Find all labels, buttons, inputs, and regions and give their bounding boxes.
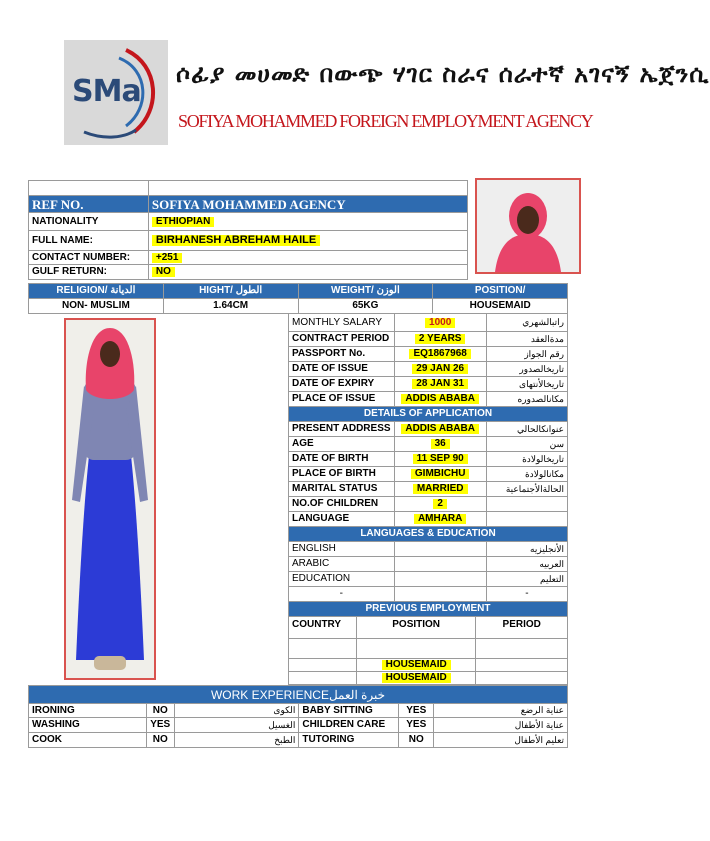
application-value: AMHARA	[414, 514, 466, 524]
skill-arabic: الطبخ	[174, 733, 299, 748]
application-value: 2	[433, 499, 447, 509]
religion-header: RELIGION/ الديانة	[29, 284, 164, 299]
application-value: GIMBICHU	[411, 469, 470, 479]
profile-table	[28, 180, 468, 280]
skill-value: NO	[146, 733, 174, 748]
prev-position: HOUSEMAID	[382, 660, 451, 670]
language-value	[394, 572, 486, 587]
detail-value: 1000	[425, 318, 455, 328]
contact-value: +251	[152, 253, 183, 263]
skill-value: YES	[399, 704, 434, 718]
language-arabic: -	[486, 587, 567, 602]
skill-label: TUTORING	[299, 733, 399, 748]
detail-value: 2 YEARS	[415, 334, 466, 344]
position-value: HOUSEMAID	[433, 299, 568, 314]
weight-value: 65KG	[298, 299, 433, 314]
prev-country	[289, 659, 357, 672]
detail-arabic: تاريخالصدور	[486, 362, 567, 377]
application-label: NO.OF CHILDREN	[289, 497, 395, 512]
country-header: COUNTRY	[289, 617, 357, 639]
detail-label: PASSPORT No.	[289, 347, 395, 362]
detail-label: PLACE OF ISSUE	[289, 392, 395, 407]
language-label: ARABIC	[289, 557, 395, 572]
detail-value: 28 JAN 31	[412, 379, 468, 389]
work-experience-table	[28, 685, 568, 748]
skill-arabic: عناية الرضع	[434, 704, 568, 718]
application-arabic: سن	[486, 437, 567, 452]
gulf-return-value: NO	[152, 267, 175, 277]
nationality-value: ETHIOPIAN	[152, 217, 214, 227]
previous-title: PREVIOUS EMPLOYMENT	[289, 602, 568, 617]
application-value: ADDIS ABABA	[401, 424, 479, 434]
detail-label: DATE OF EXPIRY	[289, 377, 395, 392]
religion-value: NON- MUSLIM	[29, 299, 164, 314]
application-arabic	[486, 497, 567, 512]
ref-label: REF NO.	[29, 196, 149, 213]
languages-title: LANGUAGES & EDUCATION	[289, 527, 568, 542]
detail-value: ADDIS ABABA	[401, 394, 479, 404]
detail-arabic: مكانالصدوره	[486, 392, 567, 407]
language-value	[394, 542, 486, 557]
detail-label: CONTRACT PERIOD	[289, 332, 395, 347]
detail-label: DATE OF ISSUE	[289, 362, 395, 377]
application-arabic: مكانالولادة	[486, 467, 567, 482]
prev-period	[476, 639, 568, 659]
work-title: WORK EXPERIENCEخبرة العمل	[29, 686, 568, 704]
language-label: -	[289, 587, 395, 602]
language-label: ENGLISH	[289, 542, 395, 557]
prev-position	[356, 639, 476, 659]
detail-label: MONTHLY SALARY	[289, 314, 395, 332]
summary-table	[28, 283, 568, 314]
prev-country	[289, 639, 357, 659]
full-name-value: BIRHANESH ABREHAM HAILE	[152, 235, 320, 246]
skill-arabic: الغسيل	[174, 718, 299, 733]
application-label: LANGUAGE	[289, 512, 395, 527]
skill-arabic: عناية الأطفال	[434, 718, 568, 733]
headshot-photo	[475, 178, 581, 274]
skill-arabic: الكوى	[174, 704, 299, 718]
agency-name: SOFIYA MOHAMMED FOREIGN EMPLOYMENT AGENCY	[178, 111, 593, 131]
application-arabic: الحالةالأجتماعية	[486, 482, 567, 497]
detail-arabic: مدةالعقد	[486, 332, 567, 347]
application-title: DETAILS OF APPLICATION	[289, 407, 568, 422]
application-label: AGE	[289, 437, 395, 452]
application-value: 11 SEP 90	[413, 454, 468, 464]
detail-arabic: رقم الجواز	[486, 347, 567, 362]
height-header: HIGHT/ الطول	[163, 284, 298, 299]
skill-value: YES	[399, 718, 434, 733]
skill-value: NO	[399, 733, 434, 748]
height-value: 1.64CM	[163, 299, 298, 314]
contact-label: CONTACT NUMBER:	[29, 251, 149, 265]
language-arabic: التعليم	[486, 572, 567, 587]
skill-label: CHILDREN CARE	[299, 718, 399, 733]
application-label: MARITAL STATUS	[289, 482, 395, 497]
skill-label: WASHING	[29, 718, 147, 733]
language-arabic: الأنجليزيه	[486, 542, 567, 557]
agency-logo	[64, 40, 168, 145]
full-name-label: FULL NAME:	[29, 231, 149, 251]
application-arabic: عنوانكالحالي	[486, 422, 567, 437]
amharic-title: ሶፊያ መሀመድ በውጭ ሃገር ስራና ሰራተኛ አገናኝ ኤጀንሲ	[176, 60, 710, 88]
application-label: PRESENT ADDRESS	[289, 422, 395, 437]
application-arabic	[486, 512, 567, 527]
detail-value: EQ1867968	[409, 349, 470, 359]
detail-arabic: راتبالشهري	[486, 314, 567, 332]
skill-arabic: تعليم الأطفال	[434, 733, 568, 748]
weight-header: WEIGHT/ الوزن	[298, 284, 433, 299]
prev-period	[476, 659, 568, 672]
position-col-header: POSITION	[356, 617, 476, 639]
nationality-label: NATIONALITY	[29, 213, 149, 231]
prev-period	[476, 672, 568, 685]
skill-value: NO	[146, 704, 174, 718]
detail-value: 29 JAN 26	[412, 364, 468, 374]
language-value	[394, 587, 486, 602]
details-table	[288, 313, 568, 617]
position-header: POSITION/	[433, 284, 568, 299]
ref-value: SOFIYA MOHAMMED AGENCY	[148, 196, 467, 213]
gulf-return-label: GULF RETURN:	[29, 265, 149, 280]
skill-label: COOK	[29, 733, 147, 748]
period-header: PERIOD	[476, 617, 568, 639]
language-label: EDUCATION	[289, 572, 395, 587]
application-value: MARRIED	[413, 484, 468, 494]
detail-arabic: تاريخالأنتهاى	[486, 377, 567, 392]
application-value: 36	[431, 439, 450, 449]
application-label: PLACE OF BIRTH	[289, 467, 395, 482]
full-body-photo	[64, 318, 156, 680]
skill-label: IRONING	[29, 704, 147, 718]
skill-label: BABY SITTING	[299, 704, 399, 718]
application-label: DATE OF BIRTH	[289, 452, 395, 467]
language-arabic: العربيه	[486, 557, 567, 572]
prev-position: HOUSEMAID	[382, 673, 451, 683]
skill-value: YES	[146, 718, 174, 733]
logo-text: SMa	[72, 74, 141, 109]
language-value	[394, 557, 486, 572]
application-arabic: تاريخالولادة	[486, 452, 567, 467]
prev-country	[289, 672, 357, 685]
